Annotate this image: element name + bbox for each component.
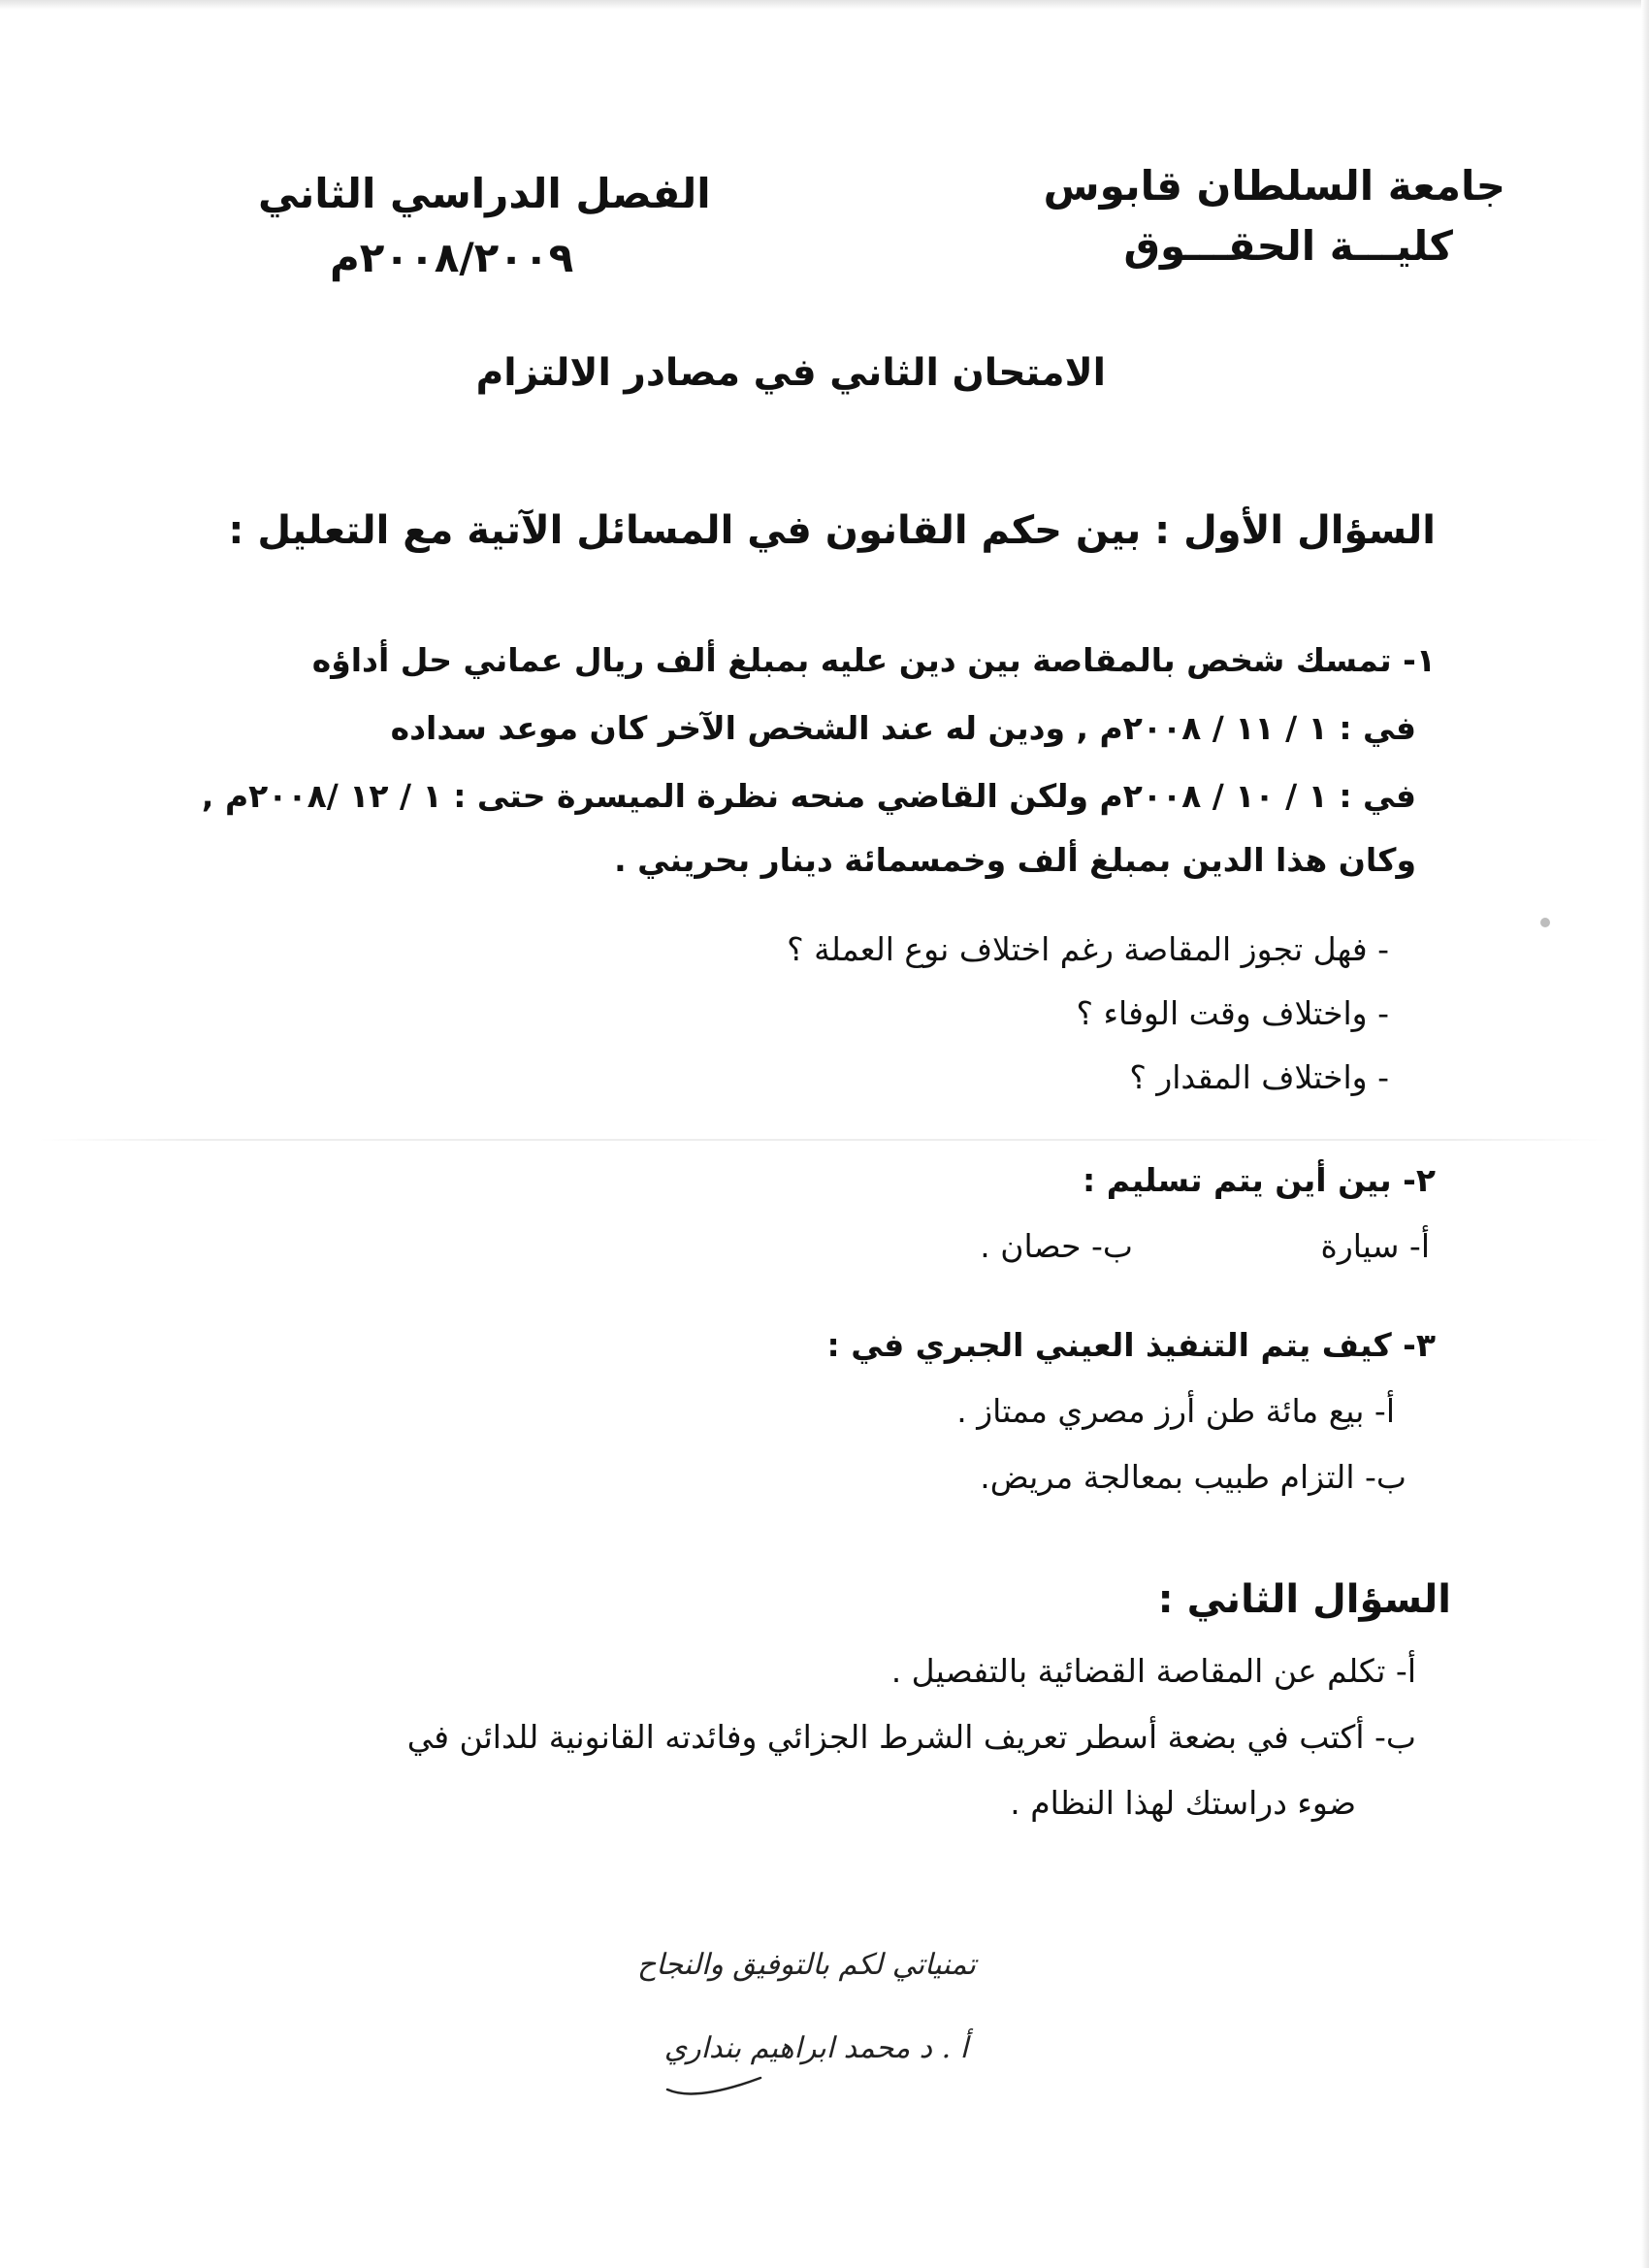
q1-subquestion-currency: - فهل تجوز المقاصة رغم اختلاف نوع العملة ؟: [787, 930, 1389, 968]
q1-subquestion-time: - واختلاف وقت الوفاء ؟: [1076, 994, 1389, 1032]
signature-flourish: [665, 2072, 762, 2097]
q1-subquestion-amount: - واختلاف المقدار ؟: [1129, 1058, 1389, 1096]
q1-item1-line-3: في : ١ / ١٠ / ٢٠٠٨م ولكن القاضي منحه نظرة الميسرة حتى : ١ / ١٢ /٢٠٠٨م ,: [201, 777, 1416, 815]
q1-item1-line-2: في : ١ / ١١ / ٢٠٠٨م , ودين له عند الشخص الآخر كان موعد سداده: [390, 709, 1416, 747]
q2-option-b-line-2: ضوء دراستك لهذا النظام .: [1010, 1784, 1356, 1822]
professor-signature: أ . د محمد ابراهيم بنداري: [663, 2031, 968, 2065]
q1-item3-label: ٣- كيف يتم التنفيذ العيني الجبري في :: [826, 1326, 1436, 1364]
scan-right-edge: [1641, 0, 1649, 2268]
scan-speck: [1540, 918, 1550, 927]
q2-option-b-line-1: ب- أكتب في بضعة أسطر تعريف الشرط الجزائي وفائدته القانونية للدائن في: [406, 1718, 1416, 1756]
college-name: كليـــة الحقـــوق: [1123, 222, 1453, 270]
academic-year: ٢٠٠٨/٢٠٠٩م: [330, 234, 574, 281]
university-name: جامعة السلطان قابوس: [1043, 162, 1505, 210]
q1-item3-option-b: ب- التزام طبيب بمعالجة مريض.: [980, 1458, 1406, 1496]
scan-top-edge: [0, 0, 1649, 10]
q2-option-a: أ- تكلم عن المقاصة القضائية بالتفصيل .: [890, 1652, 1416, 1690]
question-two-heading: السؤال الثاني :: [1157, 1577, 1451, 1622]
q1-item2-label: ٢- بين أين يتم تسليم :: [1083, 1161, 1436, 1199]
q1-item2-option-a: أ- سيارة: [1320, 1227, 1430, 1265]
exam-title: الامتحان الثاني في مصادر الالتزام: [475, 351, 1106, 395]
question-one-heading: السؤال الأول : بين حكم القانون في المسائل الآتية مع التعليل :: [228, 508, 1436, 553]
closing-wishes: تمنياتي لكم بالتوفيق والنجاح: [636, 1948, 976, 1982]
q1-item1-line-1: ١- تمسك شخص بالمقاصة بين دين عليه بمبلغ ألف ريال عماني حل أداؤه: [311, 641, 1436, 679]
paper-fold-line: [39, 1139, 1610, 1141]
q1-item3-option-a: أ- بيع مائة طن أرز مصري ممتاز .: [956, 1392, 1395, 1430]
q1-item1-line-4: وكان هذا الدين بمبلغ ألف وخمسمائة دينار بحريني .: [614, 841, 1416, 879]
semester-label: الفصل الدراسي الثاني: [258, 170, 711, 217]
q1-item2-option-b: ب- حصان .: [980, 1227, 1133, 1265]
